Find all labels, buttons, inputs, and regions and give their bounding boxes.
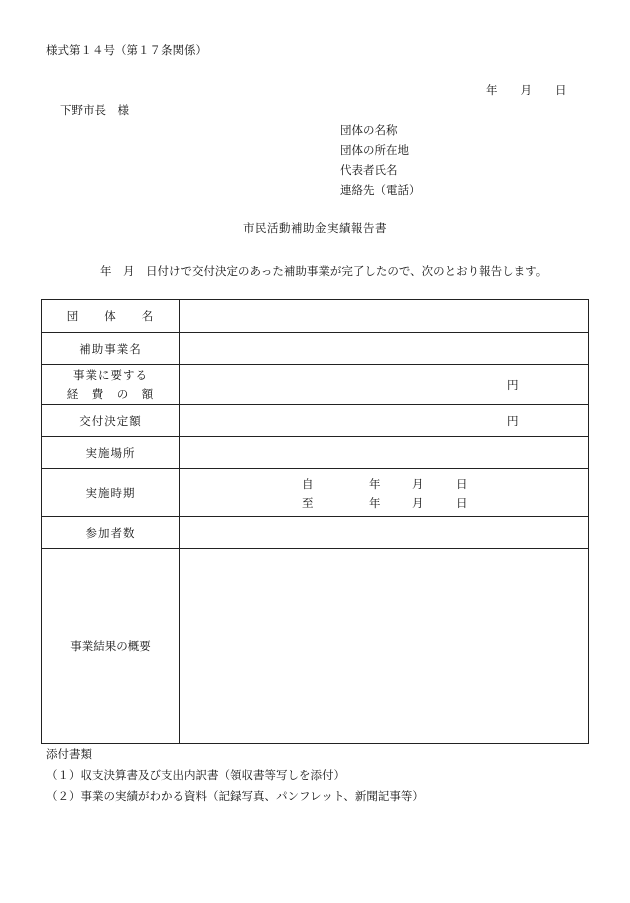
participants-label: 参加者数 bbox=[42, 517, 180, 549]
applicant-group-name-label: 団体の名称 bbox=[340, 123, 398, 137]
attachments-title: 添付書類 bbox=[46, 747, 92, 761]
period-to-day-unit: 日 bbox=[456, 496, 468, 510]
table-row bbox=[42, 549, 589, 744]
project-name-field[interactable] bbox=[180, 333, 589, 365]
grant-yen-unit: 円 bbox=[507, 413, 519, 428]
applicant-address-label: 団体の所在地 bbox=[340, 143, 409, 157]
table-row bbox=[42, 365, 589, 405]
expense-label-line2: 経 費 の 額 bbox=[66, 386, 155, 401]
period-to-label: 至 bbox=[302, 496, 314, 510]
table-row bbox=[42, 517, 589, 549]
place-label: 実施場所 bbox=[42, 437, 180, 469]
intro-text: 年 月 日付けで交付決定のあった補助事業が完了したので、次のとおり報告します。 bbox=[100, 264, 548, 278]
project-name-label: 補助事業名 bbox=[42, 333, 180, 365]
expense-yen-unit: 円 bbox=[507, 377, 519, 392]
expense-label bbox=[42, 365, 180, 405]
place-field[interactable] bbox=[180, 437, 589, 469]
table-row bbox=[42, 300, 589, 333]
table-row bbox=[42, 333, 589, 365]
table-row bbox=[42, 469, 589, 517]
document-title: 市民活動補助金実績報告書 bbox=[243, 221, 387, 235]
period-to-month-unit: 月 bbox=[412, 496, 424, 510]
recipient: 下野市長 様 bbox=[60, 103, 129, 117]
summary-label: 事業結果の概要 bbox=[42, 549, 180, 744]
period-to-year-unit: 年 bbox=[369, 496, 381, 510]
period-from-month-unit: 月 bbox=[412, 477, 424, 491]
period-label: 実施時期 bbox=[42, 469, 180, 517]
attachment-item: （１）収支決算書及び支出内訳書（領収書等写しを添付） bbox=[46, 768, 345, 782]
period-from-day-unit: 日 bbox=[456, 477, 468, 491]
period-from-year-unit: 年 bbox=[369, 477, 381, 491]
group-name-label: 団 体 名 bbox=[42, 300, 180, 333]
report-date: 年 月 日 bbox=[486, 83, 567, 97]
applicant-representative-label: 代表者氏名 bbox=[340, 163, 398, 177]
period-field[interactable] bbox=[180, 469, 589, 517]
participants-field[interactable] bbox=[180, 517, 589, 549]
period-from-label: 自 bbox=[302, 477, 314, 491]
expense-label-line1: 事業に要する bbox=[73, 367, 148, 382]
grant-amount-label: 交付決定額 bbox=[42, 405, 180, 437]
form-number: 様式第１４号（第１７条関係） bbox=[46, 43, 207, 57]
attachment-item: （２）事業の実績がわかる資料（記録写真、パンフレット、新聞記事等） bbox=[46, 789, 424, 803]
grant-amount-field[interactable] bbox=[180, 405, 589, 437]
table-row bbox=[42, 437, 589, 469]
summary-field[interactable] bbox=[180, 549, 589, 744]
applicant-contact-label: 連絡先（電話） bbox=[340, 183, 421, 197]
table-row bbox=[42, 405, 589, 437]
expense-field[interactable] bbox=[180, 365, 589, 405]
group-name-field[interactable] bbox=[180, 300, 589, 333]
report-table bbox=[41, 299, 589, 744]
